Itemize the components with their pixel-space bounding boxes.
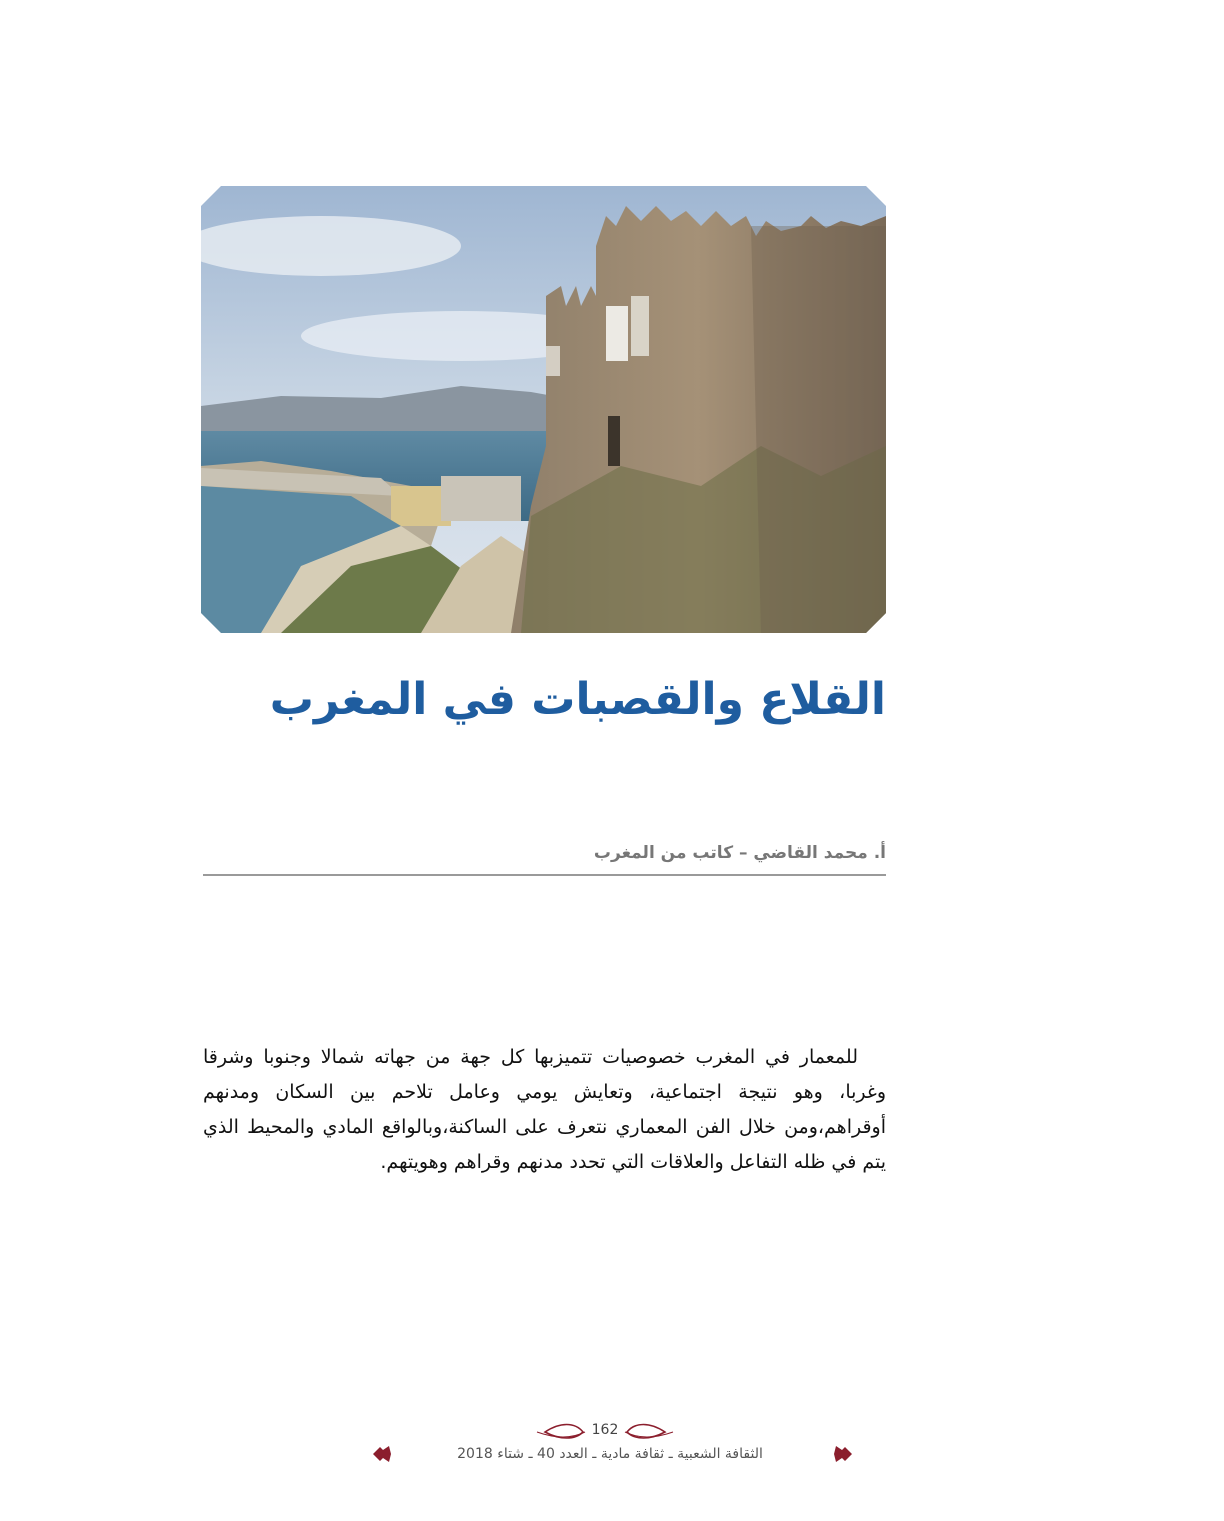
page-number: 162: [591, 1422, 619, 1438]
author-byline: أ. محمد القاضي – كاتب من المغرب: [593, 843, 886, 863]
article-title: القلاع والقصبات في المغرب: [269, 674, 886, 725]
title-divider: [203, 874, 886, 876]
article-photo: [201, 186, 886, 633]
leaf-ornament-icon: [371, 1443, 393, 1465]
article-body: [203, 1040, 886, 1180]
body-paragraph: للمعمار في المغرب خصوصيات تتميزبها كل جهة من جهاته شمالا وجنوبا وشرقا وغربا، وهو نتيجة اجتماعية، وتعايش يومي وعامل تلاحم بين السكان ومدنهم أوقراهم،ومن خلال الفن المعماري نتعرف على الساكنة،وبالواقع المادي والمحيط الذي يتم في ظله التفاعل والعلاقات التي تحدد مدنهم وقراهم وهويتهم.: [203, 1046, 886, 1173]
fortress-image: [201, 186, 886, 633]
leaf-ornament-icon: [832, 1443, 854, 1465]
issue-info: الثقافة الشعبية ـ ثقافة مادية ـ العدد 40 ـ شتاء 2018: [457, 1446, 763, 1462]
